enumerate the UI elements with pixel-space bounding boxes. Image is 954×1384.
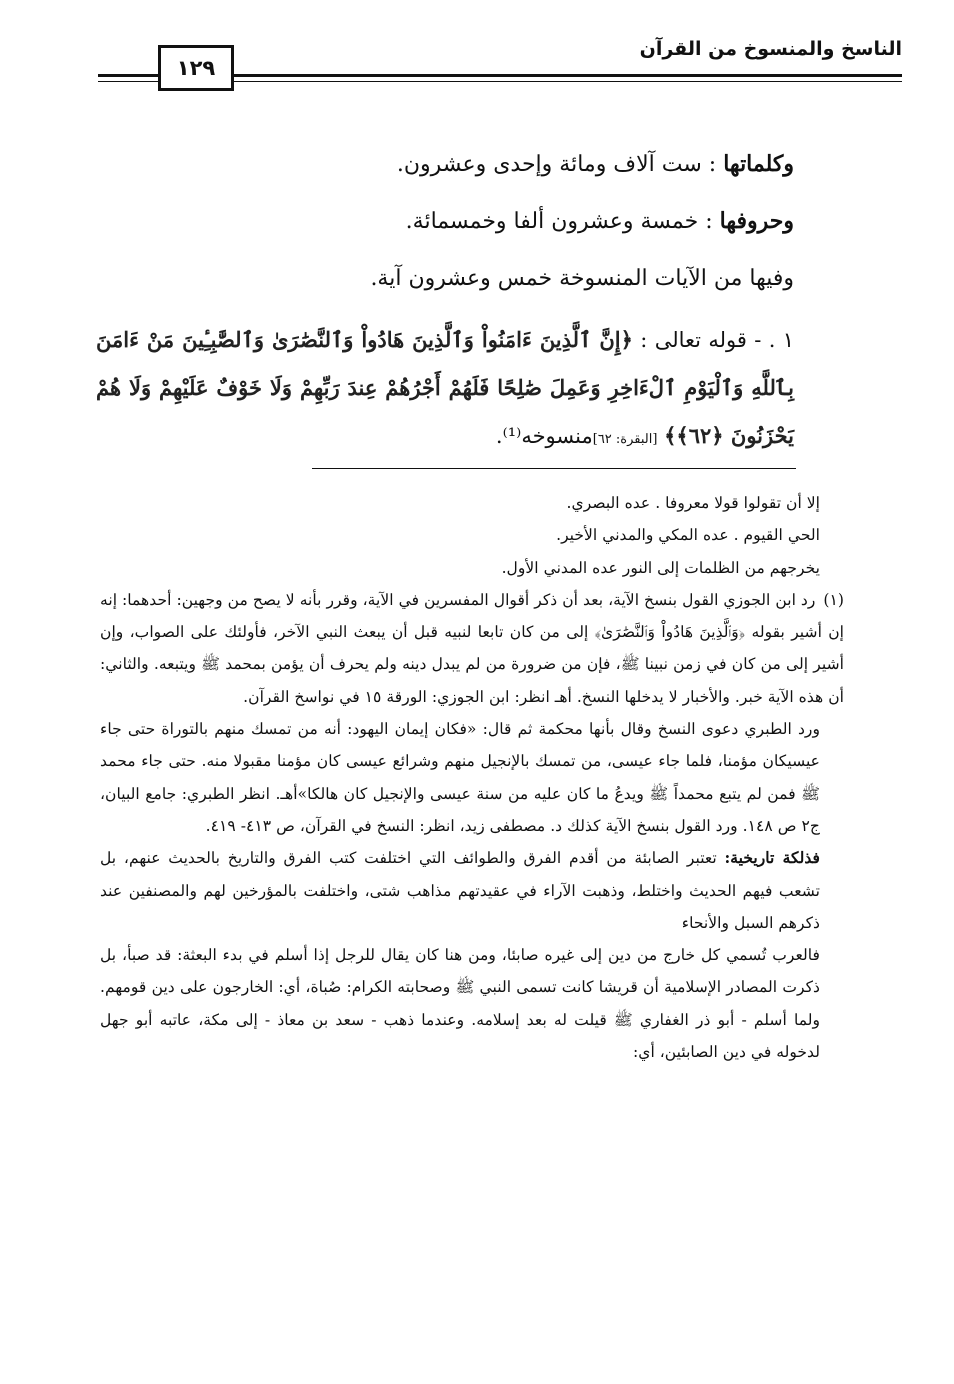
letters-value: خمسة وعشرون ألفا وخمسمائة. (405, 209, 699, 234)
verse-reference: [البقرة: ٦٢] (592, 432, 658, 447)
letters-count-line: وحروفها : خمسة وعشرون ألفا وخمسمائة. (405, 208, 794, 234)
words-label: وكلماتها (723, 151, 794, 177)
footnotes (100, 487, 844, 1068)
history-label: فذلكة تاريخية: (724, 848, 820, 868)
verse-intro: - قوله تعالى : (640, 328, 762, 352)
history-text: تعتبر الصابئة من أقدم الفرق والطوائف التي اختلفت كتب الفرق والتاريخ بالحديث عنهم، بل تشعب فيهم الحديث واختلط، وذهبت الآراء في عقيدتهم مذاهب شتى، واختلفت بالمؤرخين لهم والمصنفين عند ذكرهم السبل والأنحاء (100, 849, 820, 932)
quran-verse: ﴿إِنَّ ٱلَّذِينَ ءَامَنُواْ وَٱلَّذِينَ هَادُواْ وَٱلنَّصَٰرَىٰ وَٱلصَّٰبِـِٔينَ مَنْ ءَامَنَ بِٱللَّهِ وَٱلْيَوْمِ ٱلْءَاخِرِ وَعَمِلَ صَٰلِحًا فَلَهُمْ أَجْرُهُمْ عِندَ رَبِّهِمْ وَلَا خَوْفٌ عَلَيْهِمْ وَلَا هُمْ يَحْزَنُونَ ﴿٦٢﴾﴾ (96, 327, 794, 448)
footnote-history-paragraph (100, 842, 820, 939)
footnote-divider (312, 468, 796, 469)
footnote-continuation-line: يخرجهم من الظلمات إلى النور عده المدني الأول. (501, 558, 820, 577)
verse-number: ١ . (768, 328, 794, 352)
footnote-continuation-line: إلا أن تقولوا قولا معروفا . عده البصري. (566, 494, 820, 512)
verse-status: منسوخه⁽¹⁾. (495, 424, 593, 448)
page-header (0, 0, 954, 110)
verse-block (96, 316, 794, 463)
words-count-line: وكلماتها : ست آلاف ومائة وإحدى وعشرون. (396, 151, 794, 177)
footnote-tabari-paragraph: ورد الطبري دعوى النسخ وقال بأنها محكمة ثم قال: «فكان إيمان اليهود: أنه من تمسك منهم بالتوراة حتى جاء عيسيكان مؤمنا، فلما جاء عيسى، من تمسك بالإنجيل منهم وشرائع عيسى كان مؤمنا مقبولا منه. حتى جاء محمد ﷺ فمن لم يتبع محمداً ﷺ ويدعُ ما كان عليه من سنة عيسى والإنجيل كان هالكا»أهـ. انظر الطبري: جامع البيان، ج٢ ص ١٤٨. ورد القول بنسخ الآية كذلك د. مصطفى زيد، انظر: النسخ في القرآن، ص ٤١٣- ٤١٩. (100, 720, 820, 835)
page-number-box (158, 45, 234, 91)
words-value: ست آلاف ومائة وإحدى وعشرون. (396, 152, 702, 177)
abrogated-count-line: وفيها من الآيات المنسوخة خمس وعشرون آية. (370, 266, 794, 291)
footnote-1 (100, 584, 844, 713)
main-text (96, 136, 794, 307)
footnote-marker: (١) (823, 590, 844, 609)
letters-label: وحروفها (719, 208, 794, 234)
footnote-continuation-line: الحي القيوم . عده المكي والمدني الأخير. (556, 526, 820, 545)
footnote-arabs-paragraph: فالعرب تُسمي كل خارج من دين إلى غيره صابئا، ومن هنا كان يقال للرجل إذا أسلم في بدء البعثة: قد صبأ، بل ذكرت المصادر الإسلامية أن قريشا كانت تسمى النبي ﷺ وصحابته الكرام: صُباة، أي: الخارجون على دين قومهم. ولما أسلم - أبو ذر الغفاري ﷺ قيلت له بعد إسلامه. وعندما ذهب - سعد بن معاذ - إلى مكة، عاتبه أبو جهل لدخوله في دين الصابئين، أي: (100, 946, 820, 1062)
running-title: الناسخ والمنسوخ من القرآن (639, 38, 902, 60)
page-number: ١٢٩ (176, 56, 216, 80)
footnote-1-text: رد ابن الجوزي القول بنسخ الآية، بعد أن ذكر أقوال المفسرين في الآية، وقرر بأنه لا يصح من وجهين: أحدهما: إنه إن أشير بقوله ﴿وَٱلَّذِينَ هَادُواْ وَٱلنَّصَٰرَىٰ﴾ إلى من كان تابعا لنبيه قبل أن يبعث النبي الآخر، فأولئك على الصواب، وإن أشير إلى من كان في زمن نبينا ﷺ، فإن من ضرورة من لم يبدل دينه ولم يحرف أن يؤمن بمحمد ﷺ ويتبعه. والثاني: أن هذه الآية خبر. والأخبار لا يدخلها النسخ. أهـ انظر: ابن الجوزي: الورقة ١٥ في نواسخ القرآن. (100, 590, 844, 706)
